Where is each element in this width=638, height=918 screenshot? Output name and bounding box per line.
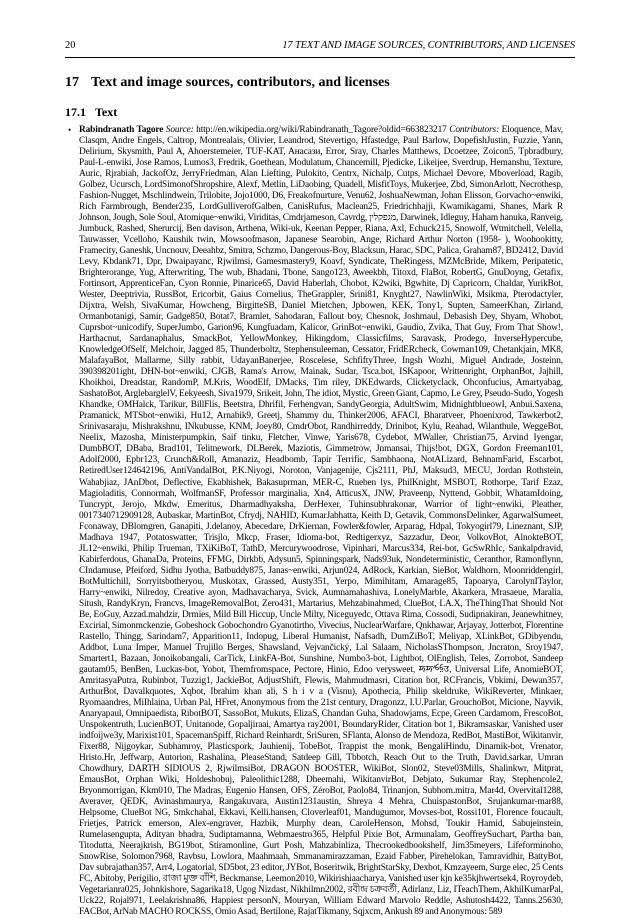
source-label: Source: [165,125,194,135]
chapter-title: Text and image sources, contributors, and licenses [91,75,390,90]
section-number: 17.1 [65,105,86,119]
running-title: 17 TEXT AND IMAGE SOURCES, CONTRIBUTORS, AND LICENSES [282,40,575,51]
source-entry [68,125,564,918]
header-rule [65,57,575,58]
entry-title: Rabindranath Tagore [79,125,164,135]
section-title: Text [95,105,118,119]
running-header [65,39,575,53]
page-number: 20 [65,40,76,51]
chapter-number: 17 [65,75,79,90]
section-heading [65,105,117,120]
contributors-label: Contributors: [449,125,500,135]
contributors-list: Eloquence, Mav, Clasqm, Andre Engels, Caltrop, Montrealais, Olivier, Leandrod, Stevertigo, Hfastedge, Paul Barlow, DopefishJustin, Fuzzie, Yann, Delirium, Skysmith, Paul A, Ahoerstemeier, TUF-KAT, Aнaсaзи, Error, Sray, Charles Matthews, Dcoetzee, Zoicon5, Tpbradbury, Paul-L-enwiki, Jose Ramos, Lumos3, Fredrik, Goethean, Modulatum, Chancemill, Pjedicke, Likeijee, Sverdrup, Hemanshu, Texture, Auric, Rjrabiah, JackofOz, JerryFriedman, Alan Liefting, Pulokito, Centrx, Nichalp, Cutps, Michael Devore, Mboverload, Ragib, Golbez, Ucursch, LordSimonofShropshire, Alexf, Metlin, LiDaobing, Quadell, MisfitToys, Mukerjee, Zbd, SimonArlott, Necrothesp, Fashion-Nugget, Mschlindwein, Trilobite, Jojo1000, D6, Freakofnurture, Venu62, JoshuaNewman, Johan Elisson, Gorvacho~enwiki, Rich Farmbrough, Bender235, LordGulliverofGalben, CanisRufus, Maclean25, Friedrichhajji, Kwamikagami, Shanes, Mark R Johnson, Jough, Sole Soul, Atomique~enwiki, Viriditas, Cmdrjameson, Cavrdg, מגפקלין, Darwinek, Idleguy, Haham hanuka, Ranveig, Jumbuck, Rashed, Sherurcij, Ben davison, Arthena, Wiki-uk, Keenan Pepper, Riana, Axl, Echuck215, Snowolf, Wtmitchell, Velella, Tauwasser, Vcelloho, Kaushik twin, Mowsoofmason, Japanese Searobin, Ange, Richard Arthur Norton (1958- ), Woohookitty, Framecity, Ganeshk, Uncnouv, Deeahbz, Smitra, Schzmo, Dangerous-Boy, Blacksun, Harac, SDC, Palica, Graham87, BD2412, David Levy, Kbdank71, Dpr, Dwaipayanc, Rjwilmsi, Gamesmastery9, Koavf, Syndicate, TheRingess, MZMcBride, Mikem, Peripatetic, Brighterorange, Yug, Afterwriting, The wub, Bhadani, Tbone, Sango123, Aweekbh, Titoxd, FlaBot, RobertG, GnuDoyng, Getafix, Fortinsort, ApprenticeFan, Cyon Ronnie, Pinarice65, David Haberlah, Chobot, K2wiki, Bgwhite, Dj Capricorn, Chaldar, YurikBot, Wester, Deeptrivia, RussBot, Ericorbit, Gaius Cornelius, TheGrappler, Srini81, Knyght27, NawlinWiki, Msikma, Pterodactyler, Dijxtra, Welsh, SivaKumar, Howcheng, BirgitteSB, Daniel Mietchen, Jpbowen, KEK, Tony1, Supten, SameerKhan, Zirland, Ormanbotanigi, Samir, Gadge850, Botat7, Bramlet, Sahodaran, Fallout boy, Chesnok, Joshmaul, Debasish Dey, Shyam, Whobot, Cuprsbot~unicodify, SuperJumbo, Garion96, Kungfuadam, Kalicor, GrinBot~enwiki, Gaudio, Zvika, That Guy, From That Show!, Harthacnut, Sardanaphalus, SmackBot, YellowMonkey, Hikingdom, Classicfilms, Saravask, Prodego, InverseHypercube, KnowledgeOfSelf, Melchoir, Jagged 85, Thunderboltz, Stephensuleeman, Cessator, FridERcheck, Cowman109, Chetankjain, MK8, MalafayaBot, Mallarme, Silly rabbit, UdayanBanerjee, Roscelese, SchfiftyThree, Ingsh Wozhi, Miguel Andrade, Josteinn, 390398201ight, DHN-bot~enwiki, CJGB, Rama's Arrow, Mainak, Sudar, Tsca.bot, ISKapoor, Writtenright, OrphanBot, Jajhill, Khoikhoi, Dreadstar, RandomP, M.Kris, WoodElf, DMacks, Tim riley, DKEdwards, Clicketyclack, Ohconfucius, Amartyabag, SashatoBot, ArglebarglelV, Eekyeesh, Siva1979, Srikeit, John, The idiot, Mystic, Green Giant, Capmo, Le Grey, Pseudo-Sudo, Yogesh Khandke, OMHalck, Tarikur, BillFlis, Beetstra, Dhrifil, Ferhengvan, SandyGeorgia, AdultSwim, MidnightblueowI, Anbui.Saxena, Pramanick, MTSbot~enwiki, Hu12, Arnabik9, Greetj, Shammy du, Thinker2006, AFACI, Bharatveer, Phoenixrod, Tawkerbot2, Srinivasaraju, Mishrakshnu, INkubusse, KNM, Joey80, CmdrObot, Randhirreddy, Drinibot, Kylu, Reahad, Wilanthule, WeggeBot, Neelix, Mazosha, Ministerpumpkin, Saif tinku, Fletcher, Vinwe, Yaris678, Cydebot, MWaller, Christian75, Arvind Iyengar, DumbBOT, DBaba, Brad101, Telitnework, DLBerek, Maziotis, Gimmetrow, Jnmansai, Thijs!bot, DGX, Gordon Freeman101, Adolf2000, Epbr123, Crunch&Roll, Amanaziz, Headbomb, Tapir Terrific, Sambhaona, NotALizard, BehnamFarid, Escarbot, RetiredUser124642196, AntiVandalBot, P.K.Niyogi, Noroton, Vanjagenije, Cjs2111, PhJ, Maksud3, MECU, Jordan Rothstein, Wahabjiaz, JAnDbot, Deflective, Ekabhishek, Bakasuprman, MER-C, Rueben lys, PhilKnight, MSBOT, Rothorpe, Tarif Ezaz, Magioladitis, Connormah, WolfmanSF, Professor marginalia, Xn4, AtticusX, JNW, Praveenp, Nyttend, Gobbit, WhatamIdoing, Tuncrypt, Jerojo, Mkdw, Emeritus, Dharmadhyaksha, DerHexer, Tuhinsubhrakonar, Warrior of light~enwiki, Pleather, 0017340712909128, Aubaskar, MartinBot, Cfrydj, NAHID, KumarJabhatta, Keith D, Getavik, CommonsDelinker, AgarwalSumeet, Fconaway, DBlomgren, Ganapiti, J.delanoy, Abecedare, DrKiernan, Fowler&fowler, Arparag, Hdpal, Tokyogirl79, Lineznant, SJP, Madhava 1947, Potatoswatter, Trisjlo, Mkcp, Fraser, Idioma-bot, Redtigerxyz, Sazzadur, Deor, VolkovBot, AlnokteBOT, JL12~enwiki, Philip Trueman, TXiKiBoT, TathD, Mercurywoodrose, Vipinhari, Marcus334, Rei-bot, GcSwRhIc, Sankalpdravid, Kabirferdous, GhanaDa, Proteins, FFMG, Dirkbb, Adysun5, Spinningspark, Nads93uk, Nondeterministic, Ceranthor, Ramonflynn, CIndamuse, Pfeiford, Sidhu Jyotha, Batbuddy875, Janas~enwiki, Arjun024, AdRock, Karkian, SieBot, Waldhorn, Moonriddengirl, BotMultichill, Sorryitsbotheryou, Muskotax, Grassed, Austy351, Yerpo, Mimihitam, Amarage85, Tapoarya, CarolynITaylor, Harry~enwiki, Nilredoy, Creative ayon, Madhavacharya, Svick, Aumnamahashiva, LonelyMarble, Akarkera, Mrasaeue, Maralia, Sitush, RandyKryn, Francvs, ImageRemovalBot, Zero431, Martarius, Mehzabinahmed, ClueBot, LA.X, TheThingThat Should Not Be, EoGuy, Azzad.mahdzir, Drmies, Mild Bill Hiccup, Uncle Milty, Niceguyedc, Ottava Rima, Cossodi, Sudipnakiran, Jeanewhitney, Excirial, Simonmckenzie, Gobeshock Gobochondro Gyanotirtho, Vivecius, NuclearWarfare, Qnkhawar, Arjayay, Jotterbot, Florentine Rastello, Thingg, Sarindam7, Apparition11, Indopug, Liberal Humanist, Nafsadh, DumZiBoT, Meliyap, XLinkBot, GDibyendu, Addbot, Luna Imper, Manuel Trujillo Berges, Shawsland, Vejvančický, Lal Salaam, NicholasSThompson, Jncraton, Sroy1947, Smartert1, Bazaan, Jonoikobangali, CarTick, LinkFA-Bot, Sunshine, Numbo3-bot, Lightbot, OlEnglish, Teles, Zorrobot, Sandeep gautam05, BenBen, Luckas-bot, Yobot, Themfromspace, Pectore, Hinio, Edoo verysweet, 𑠀𑠁𑠂𑠃𑠄, Universal Life, AnomieBOT, AmritasyaPutra, Rubinbot, Tuzzig1, JackieBot, AdjustShift, Flewis, Mahmudmasri, Citation bot, RCFrancis, Vbkimi, Dewan357, ArthurBot, Davalkquotes, Xqbot, Ibrahim khan ali, S h i v a (Visnu), Apothecia, Philip skeldruke, WikiReverter, Minkaer, Ryomaandres, MiIhlaina, Urban Pal, HFret, Anonymous from the 21st century, Dragonzz, I.U.Parlar, GrouchoBot, Micione, Nayvik, Anaryapaul, Omnipaedista, RibotBOT, SassoBot, Mukuts, ElizaS, Chandan Guha, Shadowjams, Ecpe, Green Cardamom, FrescoBot, Unspokentruth, LucienBOT, Unitanode, Gopaljiraai, Amartya ray2001, BoundaryRider, Citation bot 1, Bikramsaskar, Vanished user indfoijwe3y, Marixist101, SpacemanSpiff, Richard Reinhardt, SriSuren, SFlanta, Alonso de Mendoza, RedBot, MastiBot, Wikitanvir, Fixer88, Nijgoykar, Subhamroy, Plasticspork, Jauhienij, TobeBot, Trappist the monk, BengaliHindu, Dinamik-bot, Vrenator, Hristo.Hr, Jeffwarp, Autorion, Rashalina, PleaseStand, Satdeep Gill, Tbbotch, Reach Out to the Truth, David.sarkar, Umran Chowdhury, DARTH SIDIOUS 2, RjwilmsiBot, DRAGON BOOSTER, WikiBot, Slon02, Steve03Mills, Shalinkwr, Mitprat, EmausBot, Orphan Wiki, Holdeshobuj, Paleolithic1288, Dheemahi, WikitanvirBot, Debjato, Sukumar Ray, Stephencole2, Bryonmorrigan, Kkm010, The Madras, Eugenio Hansen, OFS, ZéroBot, Paolo84, Trinanjon, Subhom.mitra, Mar4d, Overvital1288, Averaver, QEDK, Avinashmaurya, Rangakuvara, Austin1231austin, Shreya 4 Mehra, ChuispastonBot, Srujankumar-mar88, Helpsome, ClueBot NG, Smkchahal, Ekkavi, Kelli.hansen, Cloverleaf01, Mandugumor, Movses-bot, Rossi101, Florence foucault, Frietjes, Patrick emerson, Alex-engraver, Hazbik, Murphy dean, CaroleHenson, Mohsd, Toukir Hamid, Sabujeinstein, Rumelasengupta, Adityan bhadra, Sudiptamanna, Webmaestro365, Helpful Pixie Bot, Armunalam, GeoffreySuchart, Partha ban, Titodutta, Neerajkrish, BG19bot, Stiramonline, Gurt Posh, Mahzabinliza, Thecrookedbookshelf, Jim35meyers, Lifeforminoho, SnowRise, Solomon7968, Ravbsu, Lowlora, Maahmaah, Smmanamirazzaman, Ezaid Fabber, Pirehelokan, Tamravidhir, BattyBot, Dav subrajathan357, Arr4, Logatorial, SD5bot, 23 editor, JYBot, Boseritwik, BrightStarSky, Dexbot, Kmzayeem, Surge elec, 25 Cents FC, Abitoby, Perigilio, রাজা মুক্ত বাঁশি, Beckmanse, Leemon2010, Wikirishiaacharya, Vanished user kjn ke35kjhwertsek4, Royroydeb, Vegetarianra025, Johnkishore, Sagarika18, Ugog Nizdast, Nikhilmn2002, রবীন্দ্র চক্রবর্তী, Adirlanz, Liz, ITeachThem, AkhilKumarPal, Uck22, Rojal971, Leelakrishna86, Happiest personN, Mouryan, William Edward Marvolo Reddle, Ashutosh4422, Tanns.25630, FACBot, ArNab MACHO ROCKSS, Omio Asad, Bertilone, RajatTikmany, Sqjxcm, Ankush 89 and Anonymous: 589 [79,125,564,918]
chapter-heading [65,74,390,92]
source-url[interactable]: http://en.wikipedia.org/wiki/Rabindranath_Tagore?oldid=663823217 [196,125,447,135]
bullet-icon: • [68,125,72,135]
